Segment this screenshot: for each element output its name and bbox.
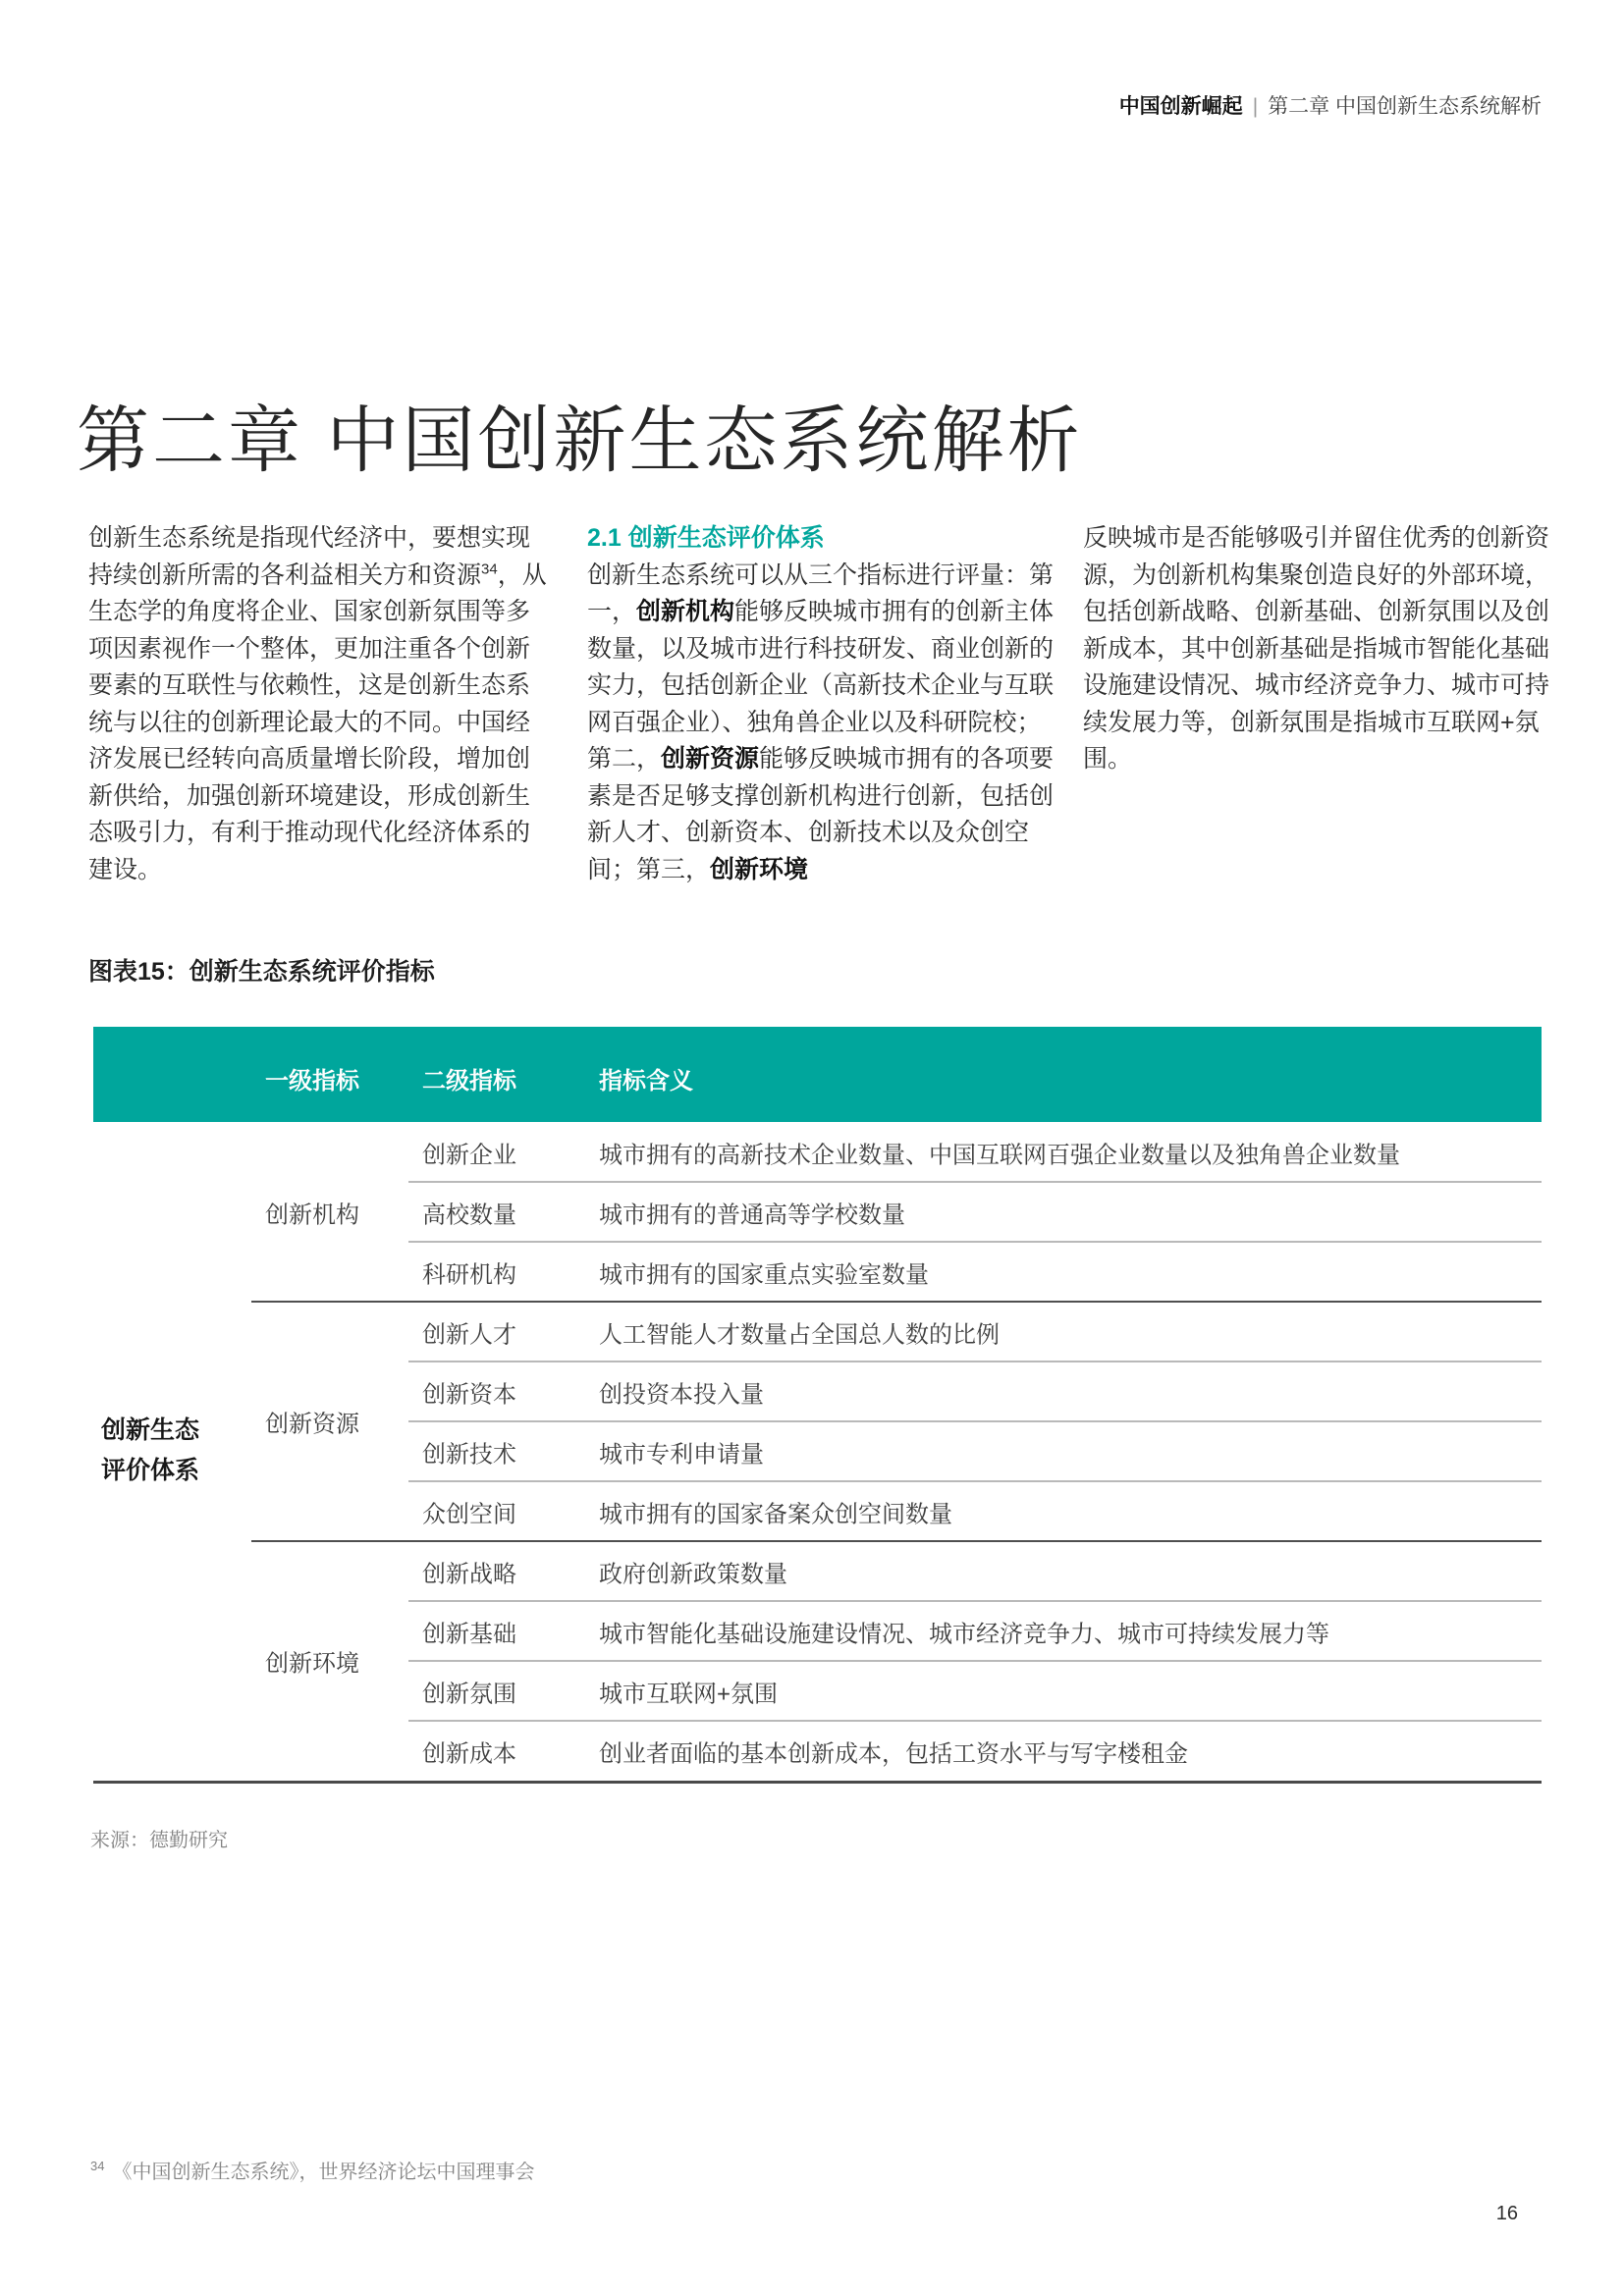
row-sub-label: 创新资本 bbox=[422, 1381, 516, 1408]
row-meaning: 城市拥有的高新技术企业数量、中国互联网百强企业数量以及独角兽企业数量 bbox=[599, 1142, 1400, 1168]
paragraph-text: 创新生态系统可以从三个指标进行评量：第一， bbox=[587, 561, 1055, 625]
row-meaning: 城市拥有的国家重点实验室数量 bbox=[599, 1261, 929, 1288]
paragraph-text: 能够反映城市拥有的各项要素是否足够支撑创新机构进行创新，包括创新人才、创新资本、创新技术以及众创空间；第三， bbox=[587, 745, 1055, 883]
paragraph-text: ，从生态学的角度将企业、国家创新氛围等多项因素视作一个整体，更加注重各个创新要素的互联性与依赖性，这是创新生态系统与以往的创新理论最大的不同。中国经济发展已经转向高质量增长阶段，增加创新供给，加强创新环境建设，形成创新生态吸引力，有利于推动现代化经济体系的建设。 bbox=[88, 561, 547, 883]
row-divider bbox=[408, 1241, 1542, 1243]
table-row bbox=[93, 1481, 1542, 1541]
paragraph-text: 创新生态系统是指现代经济中，要想实现持续创新所需的各利益相关方和资源 bbox=[88, 524, 531, 589]
brand-title: 中国创新崛起 bbox=[1118, 95, 1243, 118]
table-row bbox=[93, 1242, 1542, 1302]
row-meaning: 创投资本投入量 bbox=[599, 1381, 764, 1408]
bold-term-institutions: 创新机构 bbox=[636, 598, 735, 625]
row-sub-label: 创新战略 bbox=[422, 1561, 516, 1587]
table-row bbox=[93, 1362, 1542, 1421]
intro-paragraph-1 bbox=[88, 520, 552, 888]
row-meaning: 政府创新政策数量 bbox=[599, 1561, 787, 1587]
table-row bbox=[93, 1182, 1542, 1242]
row-divider bbox=[408, 1420, 1542, 1422]
row-sub-label: 科研机构 bbox=[422, 1261, 516, 1288]
intro-paragraph-3: 反映城市是否能够吸引并留住优秀的创新资源，为创新机构集聚创造良好的外部环境，包括创新战略、创新基础、创新氛围以及创新成本，其中创新基础是指城市智能化基础设施建设情况、城市经济竞争力、城市可持续发展力等，创新氛围是指城市互联网+氛围。 bbox=[1083, 524, 1550, 773]
row-divider bbox=[408, 1660, 1542, 1662]
row-meaning: 城市专利申请量 bbox=[599, 1441, 764, 1468]
row-meaning: 城市智能化基础设施建设情况、城市经济竞争力、城市可持续发展力等 bbox=[599, 1621, 1329, 1647]
figure-caption: 图表15：创新生态系统评价指标 bbox=[88, 958, 435, 986]
row-sub-label: 创新氛围 bbox=[422, 1681, 516, 1707]
table-row bbox=[93, 1661, 1542, 1721]
table-row bbox=[93, 1541, 1542, 1601]
table-row bbox=[93, 1421, 1542, 1481]
table-row bbox=[93, 1721, 1542, 1781]
group-divider bbox=[251, 1540, 1542, 1542]
row-meaning: 城市拥有的国家备案众创空间数量 bbox=[599, 1501, 952, 1527]
page-number: 16 bbox=[1495, 2203, 1518, 2224]
table-row bbox=[93, 1122, 1542, 1182]
row-divider bbox=[408, 1361, 1542, 1362]
system-label-line1: 创新生态 bbox=[101, 1416, 200, 1444]
header-cell-level1: 一级指标 bbox=[265, 1068, 359, 1095]
row-sub-label: 创新人才 bbox=[422, 1321, 516, 1348]
row-sub-label: 创新成本 bbox=[422, 1740, 516, 1767]
paragraph-text: 能够反映城市拥有的创新主体数量，以及城市进行科技研发、商业创新的实力，包括创新企业（高新技术企业与互联网百强企业）、独角兽企业以及科研院校；第二， bbox=[587, 598, 1055, 773]
intro-column-3 bbox=[1083, 520, 1552, 778]
row-meaning: 城市拥有的普通高等学校数量 bbox=[599, 1201, 905, 1228]
header-cell-meaning: 指标含义 bbox=[599, 1068, 693, 1095]
page-title: 第二章 中国创新生态系统解析 bbox=[77, 399, 1083, 481]
table-body bbox=[93, 1122, 1542, 1784]
intro-column-1 bbox=[88, 520, 552, 888]
footnote-text: 《中国创新生态系统》，世界经济论坛中国理事会 bbox=[112, 2162, 535, 2183]
intro-paragraph-2 bbox=[587, 558, 1056, 889]
footnote-number: 34 bbox=[90, 2159, 105, 2174]
row-sub-label: 众创空间 bbox=[422, 1501, 516, 1527]
row-divider bbox=[408, 1480, 1542, 1482]
group-label-institutions: 创新机构 bbox=[265, 1201, 359, 1229]
row-sub-label: 高校数量 bbox=[422, 1201, 516, 1228]
row-divider bbox=[408, 1181, 1542, 1183]
row-meaning: 城市互联网+氛围 bbox=[599, 1681, 779, 1707]
intro-column-2 bbox=[587, 520, 1056, 888]
row-divider bbox=[408, 1600, 1542, 1602]
row-sub-label: 创新基础 bbox=[422, 1621, 516, 1647]
indicator-table bbox=[93, 1027, 1542, 1784]
table-row bbox=[93, 1601, 1542, 1661]
section-heading: 2.1 创新生态评价体系 bbox=[587, 524, 825, 552]
bold-term-environment: 创新环境 bbox=[710, 855, 809, 883]
row-divider bbox=[408, 1720, 1542, 1722]
group-label-resources: 创新资源 bbox=[265, 1411, 359, 1438]
group-label-environment: 创新环境 bbox=[265, 1650, 359, 1678]
table-row bbox=[93, 1302, 1542, 1362]
row-meaning: 创业者面临的基本创新成本，包括工资水平与写字楼租金 bbox=[599, 1740, 1188, 1767]
row-sub-label: 创新企业 bbox=[422, 1142, 516, 1168]
header-cell-level2: 二级指标 bbox=[422, 1068, 516, 1095]
footnote-reference: 34 bbox=[481, 561, 498, 578]
row-meaning: 人工智能人才数量占全国总人数的比例 bbox=[599, 1321, 1000, 1348]
bold-term-resources: 创新资源 bbox=[661, 745, 760, 773]
source-note: 来源：德勤研究 bbox=[90, 1830, 228, 1851]
row-sub-label: 创新技术 bbox=[422, 1441, 516, 1468]
header-chapter-title: 第二章 中国创新生态系统解析 bbox=[1268, 95, 1542, 118]
table-header-bar bbox=[93, 1027, 1542, 1122]
header-divider: | bbox=[1252, 95, 1259, 118]
footnote bbox=[90, 2156, 534, 2184]
group-divider bbox=[251, 1301, 1542, 1303]
page-header bbox=[1119, 90, 1542, 120]
system-label-line2: 评价体系 bbox=[101, 1457, 200, 1484]
